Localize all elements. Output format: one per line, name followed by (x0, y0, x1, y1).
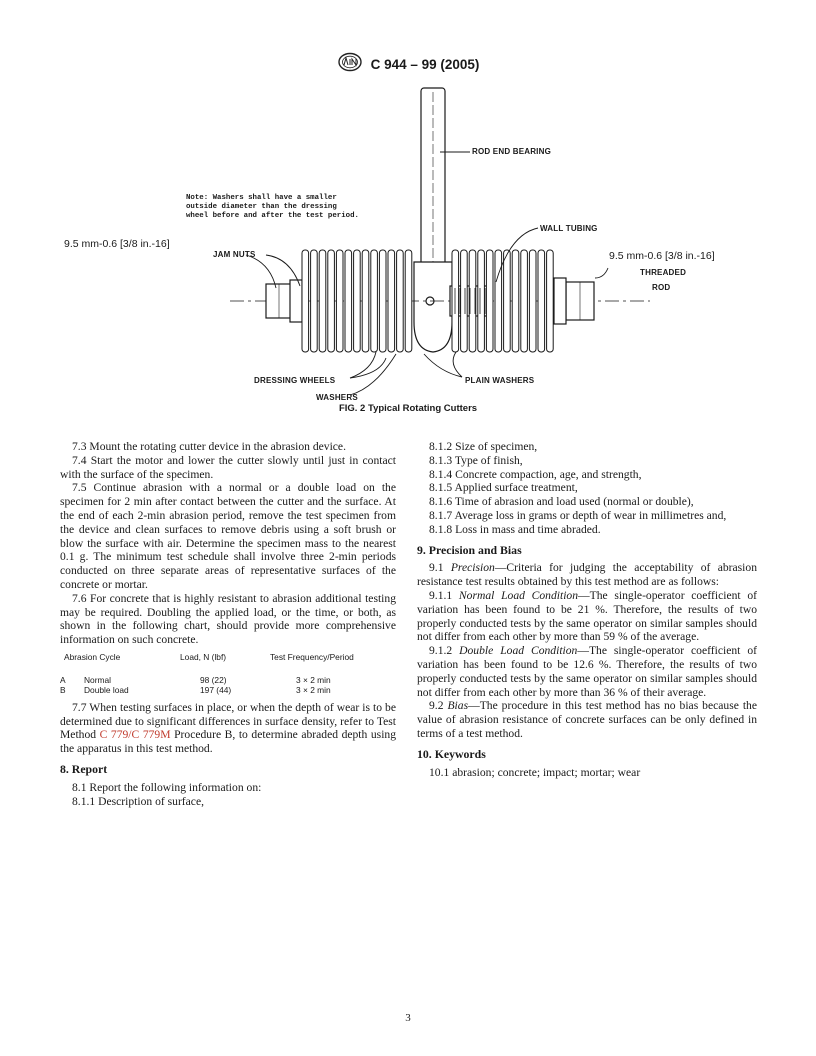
section-text: —The procedure in this test method has no bias because the value of abrasion resistance of concrete surfaces can be only defined in terms of a test method. (417, 699, 758, 740)
section-number: 9.1.1 (429, 588, 459, 602)
figure-caption: FIG. 2 Typical Rotating Cutters (338, 403, 478, 414)
dressing-wheel-disc (521, 250, 528, 352)
dressing-wheel-disc (379, 250, 386, 352)
section-7-6: 7.6 For concrete that is highly resistant to abrasion additional testing may be required. Doubling the applied load, or the time, or both, as shown in the following chart, should provide more comprehensive information on such concrete. (60, 591, 396, 647)
page-header (0, 52, 816, 77)
section-title: Normal Load Condition (458, 588, 579, 602)
section-9-2 (417, 699, 757, 740)
label-plain-washers: PLAIN WASHERS (465, 376, 535, 385)
table-cell-load: 197 (44) (200, 684, 232, 695)
dressing-wheel-disc (461, 250, 468, 352)
dressing-wheel-disc (529, 250, 536, 352)
section-7-7-text: 7.7 When testing surfaces in place, or when the depth of wear is to be determined due to significant differences in surface density, refer to Test Method (60, 700, 396, 742)
label-dressing-wheels: DRESSING WHEELS (254, 376, 336, 385)
dressing-wheel-disc (397, 250, 404, 352)
section-7-4: 7.4 Start the motor and lower the cutter slowly until just in contact with the surface of the specimen. (60, 453, 396, 481)
section-8-1-5: 8.1.5 Applied surface treatment, (429, 481, 578, 495)
section-9-1 (417, 561, 757, 589)
page-number: 3 (405, 1012, 411, 1024)
dressing-wheel-disc (486, 250, 493, 352)
section-8-1: 8.1 Report the following information on: (72, 780, 262, 794)
section-title: Precision (450, 561, 495, 575)
left-column (60, 440, 396, 808)
dressing-wheel-disc (388, 250, 395, 352)
table-header-row (60, 651, 396, 675)
section-8-1-3: 8.1.3 Type of finish, (429, 453, 523, 467)
label-rod-end-bearing: ROD END BEARING (472, 147, 552, 156)
dressing-wheel-disc (345, 250, 352, 352)
row-name: Normal (84, 674, 111, 685)
dressing-wheel-disc (495, 250, 502, 352)
table-cell-cycle (60, 675, 180, 685)
section-title: Bias (447, 699, 469, 713)
section-8-1-6: 8.1.6 Time of abrasion and load used (normal or double), (429, 495, 694, 509)
label-dim-right: 9.5 mm-0.6 [3/8 in.-16] (609, 250, 715, 262)
astm-logo (337, 52, 363, 77)
figure-note: Note: Washers shall have a smaller outside diameter than the dressing wheel before and after the test period. (186, 194, 359, 220)
th-abrasion-cycle: Abrasion Cycle (64, 651, 121, 662)
section-8-1-4: 8.1.4 Concrete compaction, age, and strength, (429, 467, 642, 481)
dressing-wheel-disc (547, 250, 554, 352)
dressing-wheel-disc (336, 250, 343, 352)
heading-report: 8. Report (60, 761, 108, 776)
dressing-wheel-disc (302, 250, 309, 352)
dressing-wheel-disc (362, 250, 369, 352)
dressing-wheel-disc (371, 250, 378, 352)
section-10-1: 10.1 abrasion; concrete; impact; mortar; wear (429, 765, 641, 779)
standard-designation: C 944 – 99 (2005) (370, 57, 480, 72)
table-cell-frequency: 3 × 2 min (296, 684, 331, 695)
th-load: Load, N (lbf) (180, 651, 227, 662)
section-text: —The single-operator coefficient of variation has been found to be 21 %. Therefore, the results of two properly conducted tests by the same operator on similar samples should not differ from each other by more than 59 % of the average. (417, 588, 758, 644)
heading-keywords: 10. Keywords (417, 746, 486, 761)
dressing-wheel-disc (405, 250, 412, 352)
dressing-wheel-disc (538, 250, 545, 352)
section-title: Double Load Condition (459, 644, 578, 658)
link-c779[interactable]: C 779/C 779M (99, 728, 171, 742)
dressing-wheel-disc (328, 250, 335, 352)
section-8-1-1: 8.1.1 Description of surface, (72, 794, 204, 808)
section-7-7 (60, 701, 396, 756)
right-column (417, 440, 757, 779)
section-8-1-2: 8.1.2 Size of specimen, (429, 440, 538, 453)
dressing-wheel-disc (319, 250, 326, 352)
dressing-wheel-disc (311, 250, 318, 352)
table-cell-frequency: 3 × 2 min (296, 674, 331, 685)
section-number: 9.1.2 (429, 644, 460, 658)
row-name: Double load (84, 684, 129, 695)
section-9-1-2 (417, 644, 757, 699)
label-washers: WASHERS (316, 393, 358, 402)
section-7-7-text-end: Procedure B, to determine abraded depth using the apparatus in this test method. (60, 728, 397, 756)
dressing-wheel-disc (478, 250, 485, 352)
section-7-5: 7.5 Continue abrasion with a normal or a double load on the specimen for 2 min after contact between the cutter and the surface. At the end of each 2-min abrasion period, remove the test specimen from the device and clean surfaces to remove debris using a soft brush or blow the surface with air. Determine the specimen mass to the nearest 0.1 g. The minimum test schedule shall involve three 2-min periods conducted on three separate areas of representative surfaces of the concrete or mortar. (60, 481, 396, 591)
table-row (60, 675, 396, 685)
section-8-1-8: 8.1.8 Loss in mass and time abraded. (429, 522, 601, 536)
section-7-3: 7.3 Mount the rotating cutter device in the abrasion device. (72, 440, 346, 453)
section-text: —The single-operator coefficient of variation has been found to be 12.6 %. Therefore, the results of two properly conducted tests by the same operator on similar samples should not differ from each other by more than 36 % of their average. (417, 644, 757, 699)
label-dim-left: 9.5 mm-0.6 [3/8 in.-16] (64, 238, 170, 250)
label-rod: ROD (652, 283, 671, 292)
dressing-wheel-disc (504, 250, 511, 352)
label-threaded: THREADED (640, 268, 687, 277)
label-jam-nuts: JAM NUTS (213, 250, 256, 259)
dressing-wheel-disc (354, 250, 361, 352)
figure-rotating-cutters (0, 82, 816, 412)
heading-precision-bias: 9. Precision and Bias (417, 542, 522, 557)
table-cell-load: 98 (22) (200, 674, 227, 685)
section-8-1-7: 8.1.7 Average loss in grams or depth of wear in millimetres and, (429, 508, 727, 522)
row-id: A (60, 674, 66, 685)
table-row (60, 685, 396, 695)
section-number: 9.1 (429, 561, 451, 575)
section-9-1-1 (417, 589, 757, 644)
dressing-wheel-disc (512, 250, 519, 352)
table-cell-cycle (60, 685, 180, 695)
label-wall-tubing: WALL TUBING (540, 224, 598, 233)
th-frequency: Test Frequency/Period (270, 651, 354, 662)
section-number: 9.2 (429, 699, 448, 713)
abrasion-cycle-table (60, 651, 396, 695)
row-id: B (60, 684, 66, 695)
section-text: —Criteria for judging the acceptability of abrasion resistance test results obtained by this test method are as follows: (417, 561, 757, 589)
